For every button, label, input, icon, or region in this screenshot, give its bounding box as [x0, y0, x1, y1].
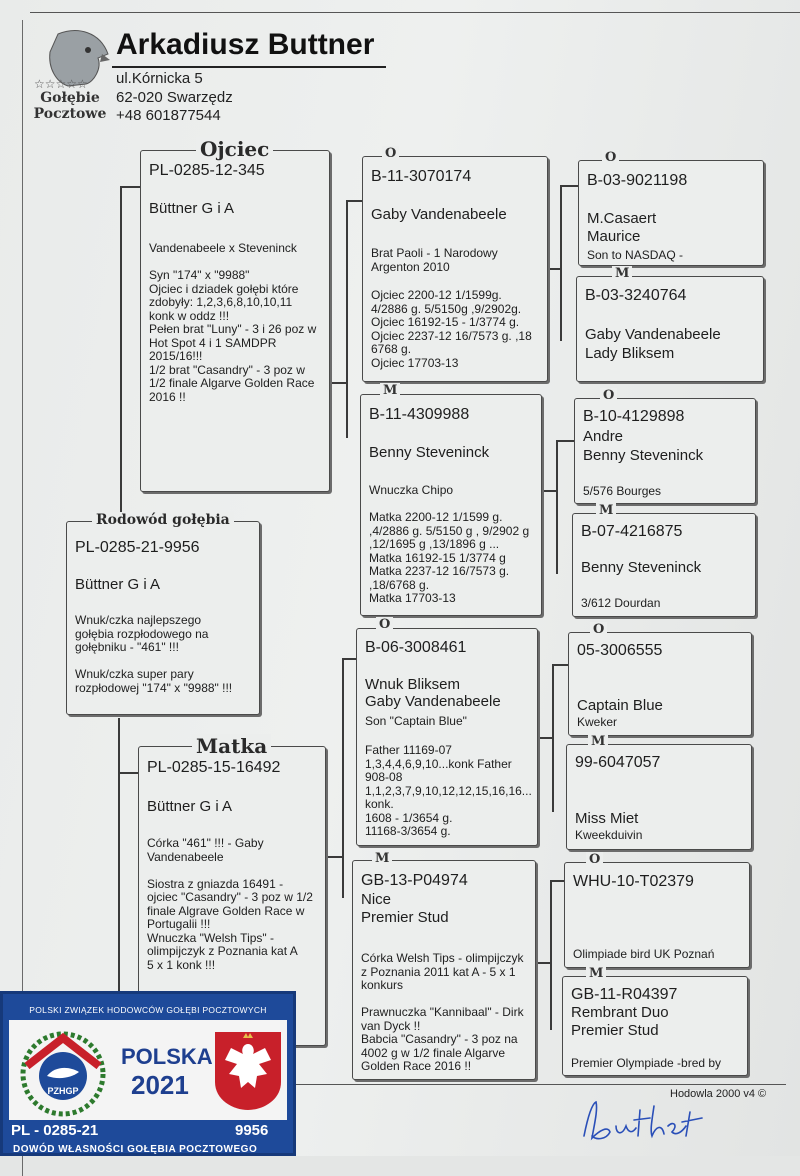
- father-box: [140, 150, 330, 492]
- card-bottom-text: DOWÓD WŁASNOŚCI GOŁĘBIA POCZTOWEGO: [13, 1144, 258, 1155]
- mf-label: O: [376, 617, 393, 632]
- ffm-label: M: [612, 266, 632, 281]
- connector: [538, 737, 553, 739]
- connector: [552, 664, 568, 666]
- ff-note1: Brat Paoli - 1 Narodowy Argenton 2010: [371, 246, 498, 274]
- footer-rule: [296, 1084, 786, 1085]
- fmf-box: [574, 398, 756, 504]
- mfm-name: Miss Miet: [575, 810, 639, 827]
- card-ring: PL - 0285-21: [11, 1122, 99, 1139]
- mf-name: Wnuk Bliksem Gaby Vandenabeele: [365, 676, 501, 710]
- card-country: POLSKA: [121, 1044, 213, 1069]
- mmm-note: Premier Olympiade -bred by: [571, 1056, 722, 1070]
- mff-ring: 05-3006555: [577, 642, 663, 659]
- mmm-box: [562, 976, 748, 1076]
- mfm-label: M: [588, 734, 608, 749]
- fmm-note: 3/612 Dourdan: [581, 596, 661, 610]
- mm-ring: GB-13-P04974: [361, 872, 468, 889]
- ff-ring: B-11-3070174: [371, 168, 472, 185]
- logo-text: Gołębie Pocztowe: [33, 90, 107, 122]
- connector: [118, 718, 120, 1008]
- mmf-box: [564, 862, 750, 968]
- breeder-phone: +48 601877544: [116, 107, 221, 124]
- pedigree-heading: Rodowód gołębia: [92, 512, 234, 528]
- software-footer: Hodowla 2000 v4 ©: [670, 1088, 767, 1100]
- connector: [560, 185, 578, 187]
- fmm-name: Benny Steveninck: [581, 559, 702, 576]
- fm-name: Benny Steveninck: [369, 444, 490, 461]
- fmf-ring: B-10-4129898: [583, 408, 685, 425]
- mmm-ring: GB-11-R04397: [571, 986, 678, 1003]
- ff-note2: Ojciec 2200-12 1/1599g. 4/2886 g. 5/5150g ,9/2902g. Ojciec 16192-15 - 1/3774 g. Ojciec 2237-12 16/7573 g. ,18 6768 g. Ojciec 17703-13: [371, 288, 532, 370]
- polish-eagle-icon: [213, 1030, 283, 1112]
- fmf-note: 5/576 Bourges: [583, 484, 662, 498]
- fm-ring: B-11-4309988: [369, 406, 470, 423]
- fmf-name: Andre Benny Steveninck: [583, 428, 704, 464]
- emblem-text: PZHGP: [47, 1086, 79, 1096]
- connector: [536, 962, 551, 964]
- connector: [118, 772, 138, 774]
- breeder-underline: [112, 66, 386, 68]
- mff-note: Kweker: [577, 715, 618, 729]
- connector: [342, 658, 344, 898]
- mmf-label: O: [586, 852, 603, 867]
- breeder-name: Arkadiusz Buttner: [116, 28, 375, 61]
- mmm-name: Rembrant Duo Premier Stud: [571, 1004, 669, 1039]
- connector: [550, 880, 552, 1030]
- breeder-city: 62-020 Swarzędz: [116, 89, 233, 106]
- mf-box: [356, 628, 538, 846]
- ffm-name: Gaby Vandenabeele Lady Bliksem: [585, 326, 721, 362]
- ffm-box: [576, 276, 764, 382]
- fmm-label: M: [596, 503, 616, 518]
- mmf-ring: WHU-10-T02379: [573, 873, 694, 890]
- father-owner: Büttner G i A: [149, 200, 235, 217]
- fmm-ring: B-07-4216875: [581, 523, 683, 540]
- mf-note2: Father 11169-07 1,3,4,4,6,9,10...konk Father 908-08 1,1,2,3,7,9,10,12,12,15,16,16... konk. 1608 - 1/3654 g. 11168-3/3654 g.: [365, 743, 532, 838]
- top-rule: [30, 12, 800, 13]
- breeder-street: ul.Kórnicka 5: [116, 70, 203, 87]
- ff-label: O: [382, 146, 399, 161]
- ffm-ring: B-03-3240764: [585, 287, 687, 304]
- card-inner: [9, 1000, 287, 1120]
- mff-label: O: [590, 622, 607, 637]
- mother-ring: PL-0285-15-16492: [147, 759, 281, 776]
- father-notes: Syn "174" x "9988" Ojciec i dziadek gołębi które zdobyły: 1,2,3,6,8,10,10,11 konk w oddz !!! Pełen brat "Luny" - 3 i 26 poz w Hot Spot 4 i 1 SAMDPR 2015/16!!! 1/2 brat "Casandry" - 3 poz w 1/2 finale Algarve Golden Race 2016 !!: [149, 268, 317, 404]
- fff-name: M.Casaert Maurice: [587, 210, 657, 245]
- connector: [120, 186, 122, 520]
- father-ring: PL-0285-12-345: [149, 162, 265, 179]
- subject-owner: Büttner G i A: [75, 576, 161, 593]
- mf-note1: Son "Captain Blue": [365, 714, 467, 728]
- mother-notes: Córka "461" !!! - Gaby Vandenabeele Siostra z gniazda 16491 - ojciec "Casandry" - 3 poz w 1/2 finale Algrave Golden Race w Portugalii !!! Wnuczka "Welsh Tips" - olimpijczyk z Poznania kat A 5 x 1 konk !!!: [147, 836, 313, 972]
- mf-ring: B-06-3008461: [365, 639, 467, 656]
- father-heading: Ojciec: [196, 137, 273, 161]
- fm-note1: Wnuczka Chipo: [369, 483, 454, 497]
- mfm-ring: 99-6047057: [575, 754, 661, 771]
- mfm-note: Kweekduivin: [575, 828, 643, 842]
- card-number: 9956: [235, 1122, 269, 1139]
- connector: [342, 658, 356, 660]
- mfm-box: [566, 744, 752, 850]
- father-line: Vandenabeele x Steveninck: [149, 241, 297, 255]
- connector: [346, 200, 362, 202]
- connector: [556, 440, 574, 442]
- mother-heading: Matka: [192, 734, 271, 758]
- mff-name: Captain Blue: [577, 697, 663, 714]
- mm-name: Nice Premier Stud: [361, 891, 449, 926]
- connector: [556, 440, 558, 574]
- mm-box: [352, 860, 536, 1080]
- connector: [346, 200, 348, 438]
- fm-note2: Matka 2200-12 1/1599 g. ,4/2886 g. 5/5150 g , 9/2902 g ,12/1695 g ,13/1896 g ... Matka 16192-15 1/3774 g Matka 2237-12 16/7573 g. ,18/6768 g. Matka 17703-13: [369, 510, 530, 605]
- ff-box: [362, 156, 548, 382]
- signature-icon: [578, 1096, 708, 1146]
- fmm-box: [572, 513, 756, 617]
- subject-ring: PL-0285-21-9956: [75, 539, 200, 556]
- card-year: 2021: [131, 1070, 189, 1100]
- ff-name: Gaby Vandenabeele: [371, 206, 507, 223]
- fm-box: [360, 394, 542, 616]
- fff-label: O: [602, 150, 619, 165]
- subject-notes: Wnuk/czka najlepszego gołębia rozpłodowego na gołębniku - "461" !!! Wnuk/czka super pary rozpłodowej "174" x "9988" !!!: [75, 613, 233, 695]
- fff-ring: B-03-9021198: [587, 172, 688, 189]
- mff-box: [568, 632, 752, 736]
- connector: [330, 382, 346, 384]
- connector: [542, 490, 557, 492]
- mm-note1: Córka Welsh Tips - olimpijczyk z Poznania 2011 kat A - 5 x 1 konkurs: [361, 951, 524, 992]
- fmf-label: O: [600, 388, 617, 403]
- ownership-card: [0, 991, 296, 1156]
- pzhgp-emblem-icon: [13, 1026, 113, 1118]
- mm-note2: Prawnuczka "Kannibaal" - Dirk van Dyck !! Babcia "Casandry" - 3 poz na 4002 g w 1/2 finale Algarve Golden Race 2016 !!: [361, 1005, 524, 1073]
- mmm-label: M: [586, 966, 606, 981]
- svg-text:☆☆☆☆☆: ☆☆☆☆☆: [34, 77, 88, 91]
- fff-note: Son to NASDAQ -: [587, 248, 684, 262]
- fff-box: [578, 160, 764, 266]
- mm-label: M: [372, 851, 392, 866]
- connector: [326, 856, 342, 858]
- card-header: POLSKI ZWIĄZEK HODOWCÓW GOŁĘBI POCZTOWYCH: [9, 1000, 287, 1020]
- subject-box: [66, 521, 260, 715]
- connector: [560, 185, 562, 341]
- fm-label: M: [380, 383, 400, 398]
- mmf-note: Olimpiade bird UK Poznań: [573, 947, 715, 961]
- mother-owner: Büttner G i A: [147, 798, 233, 815]
